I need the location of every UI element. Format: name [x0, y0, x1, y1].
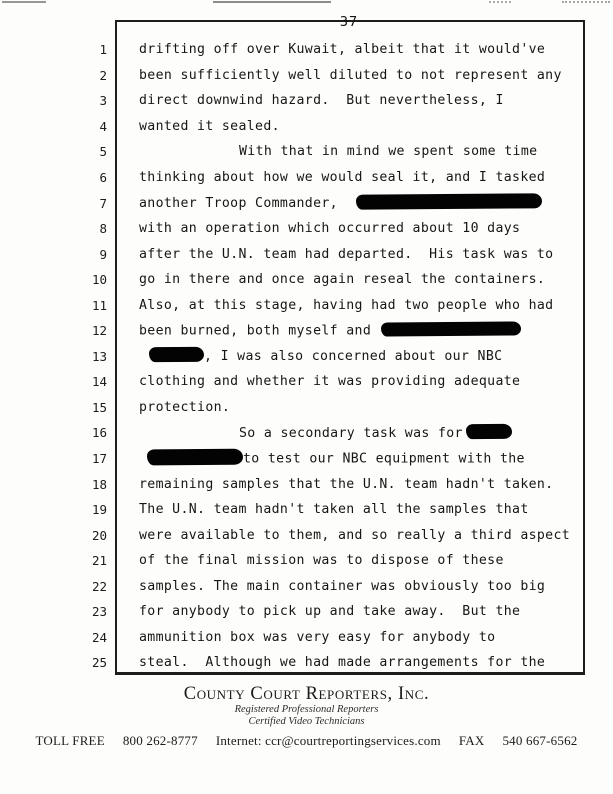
text-segment: Also, at this stage, having had two people who had — [139, 297, 554, 313]
transcript-line — [0, 548, 583, 574]
footer-contact-line — [0, 733, 613, 749]
text-segment: of the final mission was to dispose of these — [139, 553, 504, 569]
line-text — [112, 655, 545, 670]
text-segment: protection. — [139, 399, 231, 415]
transcript-line — [0, 497, 583, 523]
text-segment: were available to them, and so really a third aspect — [139, 527, 571, 543]
line-number: 11 — [91, 297, 107, 313]
text-segment: another Troop Commander, — [139, 196, 347, 212]
transcript-line — [0, 241, 583, 267]
scan-artifact — [213, 1, 331, 3]
scan-artifact — [2, 1, 46, 3]
line-number: 2 — [99, 67, 107, 83]
line-text — [112, 272, 545, 287]
transcript-line — [0, 344, 583, 370]
reporter-company-name: County Court Reporters, Inc. — [183, 684, 430, 704]
line-number: 17 — [91, 451, 107, 467]
redaction-bar — [381, 322, 521, 337]
transcript-line — [0, 599, 583, 625]
line-text — [112, 93, 504, 108]
line-number: 9 — [99, 246, 107, 262]
transcript-line — [0, 522, 583, 548]
line-number: 18 — [91, 476, 107, 492]
line-text — [112, 477, 553, 492]
scan-artifact — [489, 1, 511, 3]
transcript-line — [0, 369, 583, 395]
line-text — [112, 170, 545, 185]
line-text — [112, 144, 537, 159]
line-number: 25 — [91, 655, 107, 671]
text-segment: with an operation which occurred about 10 days — [139, 221, 521, 237]
line-number: 22 — [91, 578, 107, 594]
transcript-line — [0, 446, 583, 472]
line-number: 4 — [99, 118, 107, 134]
line-text — [112, 449, 525, 468]
line-number: 3 — [99, 93, 107, 109]
text-segment: to test our NBC equipment with the — [243, 451, 525, 467]
footer-subtitle-registered: Registered Professional Reporters — [234, 704, 379, 715]
line-text — [112, 604, 520, 619]
line-text — [112, 502, 529, 517]
transcript-line — [0, 650, 583, 676]
redaction-bar — [356, 193, 542, 209]
transcript-line — [0, 190, 583, 216]
footer — [0, 684, 613, 749]
text-segment: for anybody to pick up and take away. But the — [139, 604, 521, 620]
transcript-line — [0, 573, 583, 599]
transcript-line — [0, 471, 583, 497]
page-number: 37 — [339, 14, 359, 30]
line-number: 23 — [91, 604, 107, 620]
transcript-line — [0, 88, 583, 114]
redaction-bar — [149, 347, 204, 362]
line-text — [112, 68, 562, 83]
line-number: 5 — [99, 144, 107, 160]
transcript-line — [0, 63, 583, 89]
line-number: 14 — [91, 374, 107, 390]
line-number: 10 — [91, 272, 107, 288]
line-number: 13 — [91, 348, 107, 364]
line-number: 8 — [99, 221, 107, 237]
line-number: 12 — [91, 323, 107, 339]
text-segment: drifting off over Kuwait, albeit that it would've — [139, 42, 546, 58]
transcript-line — [0, 114, 583, 140]
line-number: 24 — [91, 629, 107, 645]
line-text — [112, 424, 512, 442]
line-text — [112, 400, 230, 415]
redaction-bar — [466, 424, 512, 439]
fax-number: 540 667-6562 — [502, 733, 578, 748]
text-segment: , I was also concerned about our NBC — [204, 349, 503, 365]
line-number: 1 — [99, 42, 107, 58]
text-segment: remaining samples that the U.N. team hadn't taken. — [139, 476, 554, 492]
text-segment: wanted it sealed. — [139, 118, 280, 134]
line-text — [112, 579, 545, 594]
transcript-lines — [0, 37, 583, 676]
text-segment: clothing and whether it was providing adequate — [139, 374, 521, 390]
line-text — [112, 247, 553, 262]
transcript-line — [0, 216, 583, 242]
transcript-line — [0, 420, 583, 446]
text-segment: With that in mind we spent some time — [239, 144, 538, 160]
line-number: 7 — [99, 195, 107, 211]
line-number: 16 — [91, 425, 107, 441]
toll-free-label: TOLL FREE — [35, 733, 105, 748]
text-segment: go in there and once again reseal the containers. — [139, 272, 546, 288]
text-segment: direct downwind hazard. But nevertheless, I — [139, 93, 504, 109]
transcript-line — [0, 395, 583, 421]
line-text — [112, 528, 570, 543]
line-number: 21 — [91, 553, 107, 569]
text-segment: after the U.N. team had departed. His task was to — [139, 246, 554, 262]
line-text — [112, 221, 520, 236]
transcript-line — [0, 37, 583, 63]
transcript-line — [0, 625, 583, 651]
line-number: 20 — [91, 527, 107, 543]
text-segment: So a secondary task was for — [239, 425, 463, 441]
internet-email: Internet: ccr@courtreportingservices.com — [215, 733, 441, 748]
text-segment: The U.N. team hadn't taken all the samples that — [139, 502, 529, 518]
line-text — [112, 347, 502, 365]
line-text — [112, 374, 520, 389]
text-segment: thinking about how we would seal it, and I tasked — [139, 170, 546, 185]
transcript-line — [0, 292, 583, 318]
text-segment: been burned, both myself and — [139, 323, 380, 339]
toll-free-number: 800 262-8777 — [122, 733, 198, 748]
line-text — [112, 42, 545, 57]
line-number: 15 — [91, 399, 107, 415]
text-segment: samples. The main container was obviously too big — [139, 578, 546, 594]
line-number: 6 — [99, 170, 107, 185]
scan-artifact — [562, 1, 610, 3]
line-text — [112, 322, 521, 339]
line-text — [112, 630, 495, 645]
line-text — [112, 298, 553, 313]
transcript-line — [0, 267, 583, 293]
line-text — [112, 194, 542, 212]
footer-subtitle-certified: Certified Video Technicians — [248, 716, 365, 727]
redaction-bar — [147, 449, 243, 466]
transcript-line — [0, 318, 583, 344]
line-number: 19 — [91, 502, 107, 518]
transcript-line — [0, 165, 583, 191]
text-segment: steal. Although we had made arrangements for the — [139, 655, 546, 671]
text-segment: been sufficiently well diluted to not represent any — [139, 67, 562, 83]
transcript-line — [0, 139, 583, 165]
line-text — [112, 119, 280, 134]
text-segment: ammunition box was very easy for anybody to — [139, 629, 496, 645]
fax-label: FAX — [458, 733, 485, 748]
line-text — [112, 553, 504, 568]
